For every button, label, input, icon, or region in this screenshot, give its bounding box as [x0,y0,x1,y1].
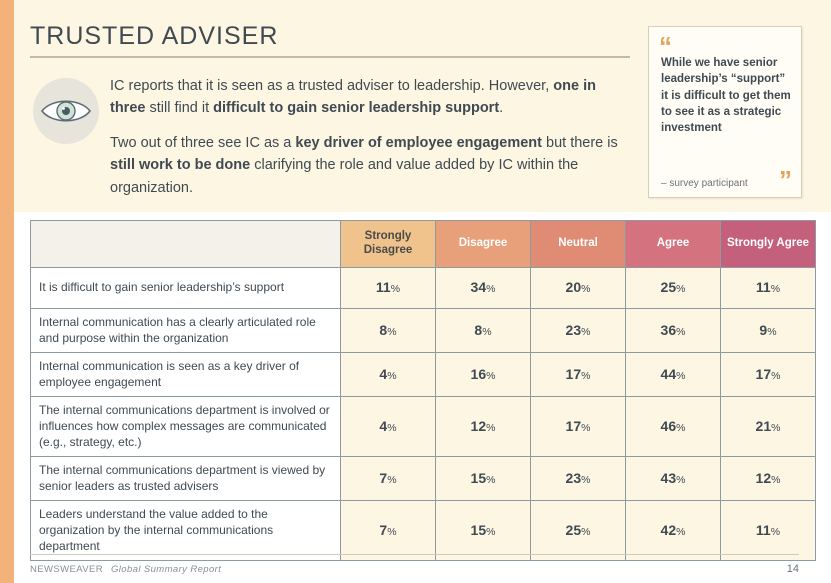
value-number: 11 [755,279,771,295]
row-statement: Internal communication has a clearly articulated role and purpose within the organization [31,309,341,353]
percent-symbol: % [676,325,686,338]
p1-part1: IC reports that it is seen as a trusted adviser to leadership. However, [110,78,554,94]
cell-value [531,353,626,397]
percent-symbol: % [581,325,591,338]
table-row [31,397,816,457]
survey-table [30,220,816,561]
cell-value [721,501,816,561]
table-row [31,268,816,309]
statement-column-header [31,221,341,268]
value-number: 23 [565,321,582,338]
p2-bold1: key driver of employee engagement [295,134,542,151]
percent-symbol: % [771,369,781,382]
percent-symbol: % [676,421,686,434]
percent-symbol: % [771,421,781,434]
pull-quote-box [648,26,802,198]
footer-divider [30,554,799,555]
percent-symbol: % [581,421,591,434]
table-head [31,221,816,268]
cell-value [721,309,816,353]
eye-icon [33,78,99,144]
page-number: 14 [786,563,799,575]
percent-symbol: % [581,473,591,486]
percent-symbol: % [771,473,781,486]
percent-symbol: % [581,283,591,295]
table-row [31,353,816,397]
p2-part1: Two out of three see IC as a [110,134,296,151]
value-number: 34 [470,279,487,295]
row-statement: It is difficult to gain senior leadership’s support [31,268,341,309]
column-header-neutral: Neutral [531,221,626,268]
value-number: 4 [379,365,388,382]
value-number: 12 [755,469,772,486]
p2-bold2: still work to be done [110,157,251,174]
cell-value [626,353,721,397]
value-number: 17 [565,365,582,382]
cell-value [341,309,436,353]
footer-brand: NEWSWEAVER [30,564,103,575]
percent-symbol: % [486,283,496,295]
cell-value [531,457,626,501]
p2-part2: but there is [541,134,618,151]
value-number: 7 [379,521,388,538]
value-number: 9 [759,321,768,338]
table-row [31,309,816,353]
value-number: 42 [660,521,677,538]
value-number: 7 [379,469,388,486]
row-statement: Internal communication is seen as a key driver of employee engagement [31,353,341,397]
row-statement: The internal communications department is involved or influences how complex messages are communicated (e.g., strategy, etc.) [31,397,341,457]
table-header-row [31,221,816,268]
value-number: 25 [660,279,677,295]
value-number: 43 [660,469,677,486]
value-number: 23 [565,469,582,486]
cell-value [721,268,816,309]
cell-value [436,397,531,457]
percent-symbol: % [387,325,397,338]
cell-value [626,268,721,309]
cell-value [436,309,531,353]
cell-value [436,353,531,397]
cell-value [531,501,626,561]
percent-symbol: % [676,369,686,382]
quote-attribution: – survey participant [661,178,748,189]
column-header-agree: Agree [626,221,721,268]
value-number: 4 [379,417,388,434]
column-header-strongly-disagree: Strongly Disagree [341,221,436,268]
p1-bold1: one in three [110,78,596,117]
p1-part2: still find it [145,100,214,117]
cell-value [436,268,531,309]
value-number: 25 [565,521,582,538]
cell-value [531,397,626,457]
footer [30,564,221,575]
percent-symbol: % [486,473,496,486]
value-number: 17 [755,365,772,382]
value-number: 11 [375,279,391,295]
table-row [31,457,816,501]
percent-symbol: % [482,325,492,338]
percent-symbol: % [387,421,397,434]
left-accent-bar [0,0,14,583]
cell-value [626,457,721,501]
column-header-disagree: Disagree [436,221,531,268]
percent-symbol: % [387,369,397,382]
percent-symbol: % [676,283,686,295]
cell-value [721,353,816,397]
value-number: 11 [755,521,771,538]
percent-symbol: % [581,369,591,382]
cell-value [341,501,436,561]
p2-part3: clarifying the role and value added by IC within the organization. [110,157,579,196]
cell-value [626,397,721,457]
row-statement: Leaders understand the value added to the organization by the internal communications department [31,501,341,561]
cell-value [436,457,531,501]
paragraph-1 [110,75,630,120]
value-number: 20 [565,279,582,295]
percent-symbol: % [767,325,777,338]
table-body [31,268,816,561]
cell-value [341,353,436,397]
footer-report-name: Global Summary Report [110,564,222,575]
column-header-strongly-agree: Strongly Agree [721,221,816,268]
cell-value [341,397,436,457]
cell-value [341,268,436,309]
quote-close-icon: ” [779,165,791,195]
value-number: 8 [474,321,483,338]
cell-value [341,457,436,501]
value-number: 46 [660,417,677,434]
cell-value [721,457,816,501]
cell-value [626,309,721,353]
value-number: 15 [470,521,487,538]
cell-value [436,501,531,561]
row-statement: The internal communications department is viewed by senior leaders as trusted advisers [31,457,341,501]
value-number: 44 [660,365,677,382]
percent-symbol: % [581,525,591,538]
quote-open-icon: “ [659,31,671,61]
value-number: 8 [379,321,388,338]
cell-value [721,397,816,457]
p1-bold2: difficult to gain senior leadership support [213,100,500,117]
cell-value [626,501,721,561]
percent-symbol: % [387,525,397,538]
body-copy [110,75,630,211]
quote-text: While we have senior leadership’s “support” it is difficult to get them to see it as a strategic investment [661,57,791,135]
percent-symbol: % [486,525,496,538]
value-number: 36 [660,321,677,338]
percent-symbol: % [676,525,686,538]
value-number: 21 [755,417,772,434]
percent-symbol: % [486,421,496,434]
percent-symbol: % [676,473,686,486]
value-number: 15 [470,469,487,486]
value-number: 12 [470,417,487,434]
table-row [31,501,816,561]
p1-part3: . [499,100,504,117]
value-number: 17 [565,417,582,434]
value-number: 16 [470,365,487,382]
percent-symbol: % [390,283,401,295]
percent-symbol: % [770,525,781,538]
title-divider [30,56,630,58]
cell-value [531,268,626,309]
cell-value [531,309,626,353]
percent-symbol: % [770,283,781,295]
page-title: TRUSTED ADVISER [30,22,279,50]
percent-symbol: % [486,369,496,382]
percent-symbol: % [387,473,397,486]
paragraph-2 [110,132,630,199]
